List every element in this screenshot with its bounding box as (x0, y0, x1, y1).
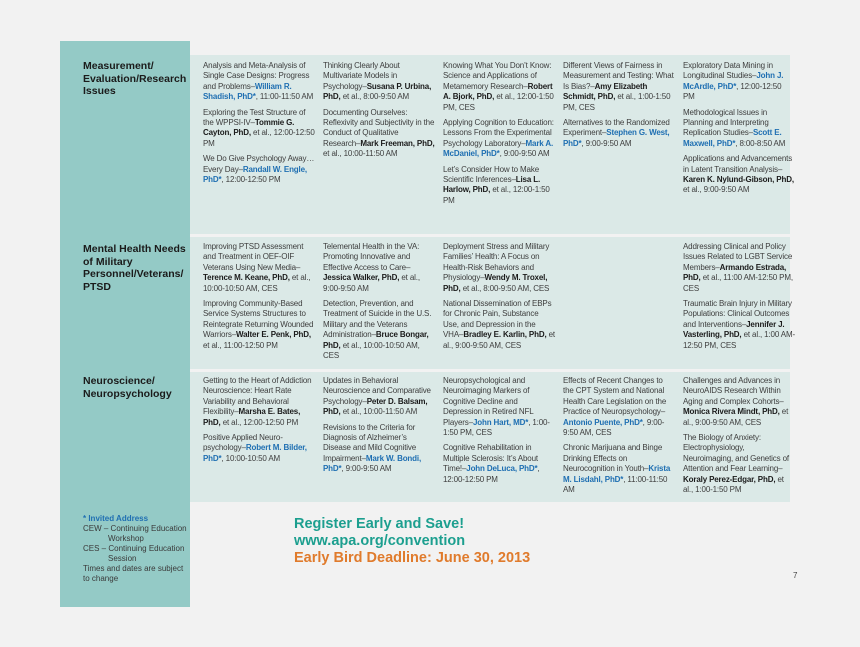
session-time: , 12:00-12:50 PM (221, 175, 281, 185)
session-entry (683, 108, 795, 150)
session-time: et al., 9:00-9:50 AM, CES (683, 407, 789, 427)
session-title: Let’s Consider How to Make Scientific Inferences– (443, 164, 539, 185)
row-divider (190, 369, 790, 372)
category-neuroscience: Neuroscience/ Neuropsychology (83, 375, 172, 400)
promo-block (294, 516, 530, 567)
session-time: , 10:00-10:50 AM (221, 453, 281, 463)
session-title: Addressing Clinical and Policy Issues Related to LGBT Service Members– (683, 242, 793, 272)
session-title: Effects of Recent Changes to the CPT System and National Health Care Legislation on the Practice of Neuropsychology– (563, 376, 667, 417)
session-entry (203, 242, 315, 294)
session-title: Improving PTSD Assessment and Treatment in OEF-OIF Veterans Using New Media– (203, 242, 304, 272)
session-cell (563, 61, 675, 149)
invited-speaker-name: Antonio Puente, PhD* (563, 417, 643, 427)
session-title: Knowing What You Don’t Know: Science and Applications of Metamemory Research– (443, 61, 552, 91)
invited-speaker-name: Mark W. Bondi, PhD* (323, 453, 422, 474)
invited-speaker-name: Mark A. McDaniel, PhD* (443, 138, 554, 159)
session-time: , 9:00-9:50 AM, CES (563, 417, 665, 438)
session-entry (443, 165, 555, 207)
session-time: et al., 8:00-9:50 AM, CES (460, 283, 550, 293)
session-title: National Dissemination of EBPs for Chronic Pain, Substance Use, and Depression in the VHA– (443, 299, 552, 340)
session-entry (323, 299, 435, 361)
session-cell (443, 242, 555, 351)
session-cell (323, 376, 435, 475)
session-time: et al., 9:00-9:50 AM, CES (443, 330, 556, 350)
session-time: et al., 1:00-1:50 PM, CES (563, 92, 671, 112)
session-cell (683, 376, 795, 495)
session-time: , 8:00-8:50 AM (735, 138, 786, 148)
session-time: et al., 10:00-10:50 AM, CES (203, 273, 311, 293)
session-time: et al., 10:00-11:50 AM (340, 407, 418, 417)
session-entry (203, 299, 315, 351)
invited-speaker-name: Krista M. Lisdahl, PhD* (563, 464, 671, 484)
session-entry (443, 61, 555, 113)
session-entry (443, 118, 555, 160)
session-entry (563, 443, 675, 495)
ces-note: CES – Continuing Education (83, 544, 185, 553)
session-title: Exploratory Data Mining in Longitudinal Studies– (683, 61, 773, 81)
speaker-name: Jessica Walker, PhD, (323, 273, 400, 283)
session-time: et al., 9:00-9:50 AM (323, 273, 420, 293)
invited-speaker-name: John Hart, MD* (472, 417, 529, 427)
session-title: Neuropsychological and Neuroimaging Markers of Cognitive Decline and Depression in Retired NFL Players– (443, 376, 534, 427)
session-title: Cognitive Rehabilitation in Multiple Sclerosis: It’s About Time!– (443, 443, 538, 474)
speaker-name: Jennifer J. Vasterling, PhD, (683, 319, 785, 340)
session-title: Applications and Advancements in Latent Transition Analysis– (683, 154, 793, 174)
invited-speaker-name: Randall W. Engle, PhD* (203, 164, 307, 185)
session-title: Improving Community-Based Service Systems Structures to Reintegrate Returning Wounded Warriors– (203, 299, 314, 340)
session-time: et al., 11:00 AM-12:50 PM, CES (683, 273, 793, 293)
session-entry (563, 376, 675, 438)
session-entry (683, 154, 795, 196)
session-entry (323, 61, 435, 103)
session-time: et al., 1:00 AM-12:50 PM, CES (683, 330, 795, 350)
speaker-name: Wendy M. Troxel, PhD, (443, 273, 548, 293)
speaker-name: Bradley E. Karlin, PhD, (463, 330, 547, 340)
invited-speaker-name: John DeLuca, PhD* (466, 464, 538, 474)
speaker-name: Mark Freeman, PhD, (360, 138, 435, 148)
times-note: Times and dates are subject to change (83, 564, 184, 583)
session-entry (323, 423, 435, 475)
speaker-name: Tommie G. Cayton, PhD, (203, 118, 295, 138)
session-entry (683, 376, 795, 428)
speaker-name: Bruce Bongar, PhD, (323, 330, 429, 350)
session-entry (203, 61, 315, 103)
session-entry (563, 118, 675, 149)
category-measurement: Measurement/ Evaluation/Research Issues (83, 60, 187, 97)
session-title: Alternatives to the Randomized Experiment– (563, 118, 670, 138)
session-cell (323, 61, 435, 160)
session-title: Getting to the Heart of Addiction Neuroscience: Heart Rate Variability and Behavioral Flexibility– (203, 376, 312, 417)
session-cell (683, 242, 795, 351)
session-entry (683, 61, 795, 103)
session-time: , 12:00-12:50 PM (443, 464, 540, 484)
promo-deadline: Early Bird Deadline: June 30, 2013 (294, 550, 531, 566)
session-entry (323, 108, 435, 160)
session-time: et al., 9:00-9:50 AM (683, 185, 750, 195)
invited-speaker-name: Stephen G. West, PhD* (563, 128, 670, 148)
session-cell (443, 61, 555, 206)
session-cell (443, 376, 555, 485)
session-entry (683, 299, 795, 351)
session-title: Revisions to the Criteria for Diagnosis of Alzheimer’s Disease and Mild Cognitive Impairment– (323, 422, 417, 463)
speaker-name: Robert A. Bjork, PhD, (443, 81, 553, 102)
session-title: Positive Applied Neuro-psychology– (203, 433, 283, 453)
session-title: Telemental Health in the VA: Promoting Innovative and Effective Access to Care– (323, 242, 420, 272)
speaker-name: Terence M. Keane, PhD, (203, 273, 290, 283)
row-divider (190, 234, 790, 237)
legend-notes (83, 514, 189, 584)
speaker-name: Marsha E. Bates, PhD, (203, 407, 301, 427)
category-military-mental-health: Mental Health Needs of Military Personnel/Veterans/ PTSD (83, 243, 186, 293)
session-cell (203, 61, 315, 185)
session-entry (323, 376, 435, 418)
session-title: Documenting Ourselves: Reflexivity and Subjectivity in the Conduct of Qualitative Research– (323, 107, 435, 148)
session-cell (203, 376, 315, 464)
session-time: et al., 12:00-12:50 PM (220, 417, 299, 427)
session-title: Different Views of Fairness in Measurement and Testing: What Is Bias?– (563, 61, 674, 91)
session-time: , 11:00-11:50 AM (563, 474, 668, 495)
session-time: et al., 12:00-1:50 PM (443, 185, 550, 205)
cew-note-cont: Workshop (108, 534, 144, 543)
session-title: Thinking Clearly About Multivariate Models in Psychology– (323, 61, 400, 91)
session-time: , 1:00-1:50 PM, CES (443, 417, 550, 438)
session-time: et al., 12:00-1:50 PM, CES (443, 92, 554, 112)
session-title: Deployment Stress and Military Families’ Health: A Focus on Health-Risk Behaviors and Physiology– (443, 242, 550, 283)
session-entry (203, 154, 315, 185)
session-title: Chronic Marijuana and Binge Drinking Effects on Neurocognition in Youth– (563, 443, 663, 474)
session-title: We Do Give Psychology Away… Every Day– (203, 154, 315, 174)
session-entry (443, 242, 555, 294)
session-entry (563, 61, 675, 113)
invited-speaker-name: John J. McArdle, PhD* (683, 71, 784, 91)
invited-speaker-name: Robert M. Bilder, PhD* (203, 443, 307, 463)
promo-url[interactable]: www.apa.org/convention (294, 533, 466, 549)
session-entry (683, 242, 795, 294)
session-entry (203, 376, 315, 428)
speaker-name: Armando Estrada, PhD, (683, 262, 787, 283)
session-time: et al., 8:00-9:50 AM (340, 92, 410, 102)
ces-note-cont: Session (108, 554, 137, 563)
invited-speaker-name: Scott E. Maxwell, PhD* (683, 128, 782, 148)
session-time: et al., 1:00-1:50 PM (683, 474, 784, 495)
session-time: , 9:00-9:50 AM (499, 149, 550, 159)
speaker-name: Karen K. Nylund-Gibson, PhD, (683, 175, 794, 185)
speaker-name: Peter D. Balsam, PhD, (323, 396, 428, 417)
session-cell (683, 61, 795, 196)
speaker-name: Walter E. Penk, PhD, (236, 330, 311, 340)
session-time: , 9:00-9:50 AM (341, 464, 392, 474)
invited-note: * Invited Address (83, 514, 149, 523)
page-number: 7 (793, 571, 798, 580)
session-entry (203, 433, 315, 464)
invited-speaker-name: William R. Shadish, PhD* (203, 81, 292, 102)
speaker-name: Lisa L. Harlow, PhD, (443, 175, 541, 195)
session-time: , 11:00-11:50 AM (255, 92, 314, 102)
session-title: Detection, Prevention, and Treatment of Suicide in the U.S. Military and the Veterans Administration– (323, 299, 432, 340)
cew-note: CEW – Continuing Education (83, 524, 187, 533)
session-time: , 9:00-9:50 AM (581, 138, 632, 148)
session-title: Challenges and Advances in NeuroAIDS Research Within Aging and Complex Cohorts– (683, 376, 784, 406)
promo-headline: Register Early and Save! (294, 516, 465, 532)
session-cell (563, 376, 675, 495)
session-title: The Biology of Anxiety: Electrophysiology, Neuroimaging, and Genetics of Attention and Fear Learning– (683, 433, 789, 474)
session-time: et al., 10:00-10:50 AM, CES (323, 340, 420, 361)
session-time: et al., 10:00-11:50 AM (323, 149, 398, 159)
session-time: et al., 12:00-12:50 PM (203, 128, 315, 148)
session-entry (443, 376, 555, 438)
session-title: Exploring the Test Structure of the WPPSI-IV– (203, 107, 306, 128)
session-title: Analysis and Meta-Analysis of Single Case Designs: Progress and Problems– (203, 61, 310, 91)
speaker-name: Susana P. Urbina, PhD, (323, 81, 432, 102)
speaker-name: Monica Rivera Mindt, PhD, (683, 407, 780, 417)
speaker-name: Amy Elizabeth Schmidt, PhD, (563, 81, 648, 102)
session-title: Applying Cognition to Education: Lessons From the Experimental Psychology Laboratory– (443, 118, 554, 148)
session-title: Methodological Issues in Planning and Interpreting Replication Studies– (683, 107, 769, 138)
session-cell (203, 242, 315, 351)
session-entry (443, 443, 555, 485)
speaker-name: Koraly Perez-Edgar, PhD, (683, 474, 776, 484)
session-entry (203, 108, 315, 150)
session-time: , 12:00-12:50 PM (683, 81, 782, 102)
session-title: Updates in Behavioral Neuroscience and Comparative Psychology– (323, 376, 431, 406)
session-entry (323, 242, 435, 294)
session-cell (323, 242, 435, 361)
session-time: et al., 11:00-12:50 PM (203, 340, 278, 350)
session-entry (443, 299, 555, 351)
session-entry (683, 433, 795, 495)
session-title: Traumatic Brain Injury in Military Populations: Clinical Outcomes and Interventions– (683, 299, 792, 329)
